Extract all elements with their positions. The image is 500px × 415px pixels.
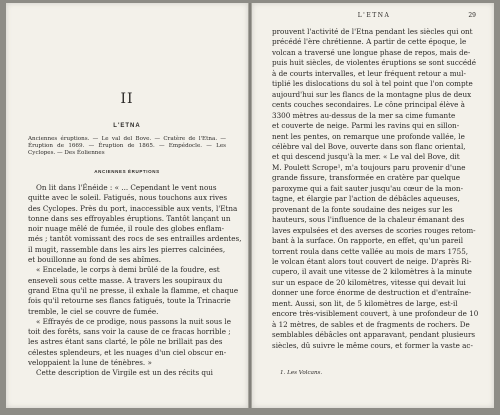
text-line: semblables débâcles ont apparavant, pendant plusieurs (272, 330, 476, 340)
text-line: tremble, le ciel se couvre de fumée. (28, 306, 159, 316)
text-line: grand Etna qu'il ne presse, il exhale la flamme, et chaque (28, 285, 239, 295)
running-head (272, 12, 476, 19)
text-line: cupero, il avait une vitesse de 2 kilomètres à la minute (272, 267, 472, 277)
text-line: laves expulsées et des averses de scories rouges retom- (272, 225, 476, 235)
text-line: à 12 mètres, de sables et de fragments de rochers. De (272, 319, 470, 329)
text-line: et couverte de neige. Parmi les ravins qui en sillon- (272, 121, 460, 131)
text-line: veloppaient la lune de ténèbres. » (28, 358, 152, 368)
chapter-title: L'ETNA (113, 123, 141, 129)
text-line: provenant de la fonte soudaine des neiges sur les (272, 204, 453, 214)
chapter-summary: Anciennes éruptions. — Le val del Bove. — Cratère de l'Etna. — Éruption de 1669. — Éruption de 1865. — Empédocle. — Les Cyclopes. — Des Éoliennes (28, 136, 226, 156)
right-page (252, 3, 494, 408)
text-line: « Effrayés de ce prodige, nous passons la nuit sous le (36, 316, 231, 326)
text-line: torrent roula dans cette vallée au mois de mars 1755, (272, 246, 469, 256)
text-line: fois qu'il retourne ses flancs fatigués, toute la Trinacrie (28, 296, 231, 306)
text-line: sur un espace de 20 kilomètres, vitesse qui devait lui (272, 277, 466, 287)
text-line: aujourd'hui sur les flancs de la montagne plus de deux (272, 89, 472, 99)
text-line: quitte avec le soleil. Fatigués, nous touchons aux rives (28, 193, 228, 203)
text-line: M. Poulett Scrope¹, m'a toujours paru provenir d'une (272, 162, 466, 172)
text-line: enseveli sous cette masse. A travers les soupiraux du (28, 275, 223, 285)
text-line: On lit dans l'Énéide : « ... Cependant le vent nous (36, 183, 217, 192)
text-line: célèbre val del Bove, ouverte dans son flanc oriental, (272, 141, 466, 151)
text-line: encore très-visiblement couvert, à une profondeur de 10 (272, 309, 479, 319)
text-line: volcan a traversé une longue phase de repos, mais de- (272, 47, 471, 57)
text-line: cents couches secondaires. Le cône principal élève à (272, 100, 465, 110)
running-head-title: L'ETNA (357, 12, 391, 19)
text-line: donner une force énorme de destruction et d'entraîne- (272, 288, 472, 298)
text-line: ment. Aussi, son lit, de 5 kilomètres de large, est-il (272, 298, 458, 308)
text-line: des Cyclopes. Près du port, inaccessible aux vents, l'Etna (28, 203, 238, 213)
text-line: Cette description de Virgile est un des récits qui (36, 368, 213, 378)
text-line: prouvent l'activité de l'Etna pendant les siècles qui ont (272, 27, 473, 36)
text-line: « Encelade, le corps à demi brûlé de la foudre, est (36, 265, 220, 275)
text-line: célestes splendeurs, et les nuages d'un ciel obscur en- (28, 347, 227, 357)
text-line: le volcan étant alors tout couvert de neige. D'après Ri- (272, 256, 472, 266)
text-line: tagne, et élargie par l'action de débâcles aqueuses, (272, 194, 460, 204)
text-line: bant à la surface. On rapporte, en effet, qu'un pareil (272, 236, 464, 246)
page-number: 29 (468, 12, 476, 19)
text-line: 3300 mètres au-dessus de la mer sa cime fumante (272, 110, 456, 120)
text-line: siècles, dû suivre le même cours, et former la vaste ac- (272, 340, 473, 350)
text-line: tonne dans ses effroyables éruptions. Tantôt lançant un (28, 213, 231, 223)
text-line: à de courts intervalles, et leur fréquent retour a mul- (272, 68, 466, 78)
text-line: nent les pentes, on remarque une profonde vallée, le (272, 131, 465, 141)
right-body-text (272, 27, 478, 351)
text-line: il mugit, rassemble dans les airs les pierres calcinées, (28, 244, 226, 254)
text-line: et bouillonne au fond de ses abîmes. (28, 255, 161, 265)
text-line: grande fissure, transformée en cratère par quelque (272, 173, 461, 183)
text-line: hauteurs, sous l'influence de la chaleur émanant des (272, 215, 465, 225)
text-line: les astres étant sans clarté, le pôle ne brillait pas des (28, 337, 223, 347)
footnote: 1. Les Volcans. (280, 370, 323, 376)
text-line: précédé l'ère chrétienne. A partir de cette époque, le (272, 37, 467, 47)
chapter-number: II (120, 91, 134, 107)
text-line: tiplié les dislocations du sol à tel point que l'on compte (272, 79, 473, 89)
text-line: noir nuage mêlé de fumée, il roule des globes enflam- (28, 224, 225, 234)
text-line: et qui descend jusqu'à la mer. « Le val del Bove, dit (272, 152, 460, 162)
text-line: puis huit siècles, de violentes éruptions se sont succédé (272, 58, 476, 68)
left-body-text (28, 183, 242, 379)
left-page (6, 3, 248, 408)
text-line: paroxyme qui a fait sauter jusqu'au cœur de la mon- (272, 183, 464, 193)
text-line: més ; tantôt vomissant des rocs de ses entrailles ardentes, (28, 234, 242, 244)
text-line: toit des forêts, sans voir la cause de ce fracas horrible ; (28, 327, 231, 337)
section-heading: ANCIENNES ÉRUPTIONS (94, 169, 160, 174)
